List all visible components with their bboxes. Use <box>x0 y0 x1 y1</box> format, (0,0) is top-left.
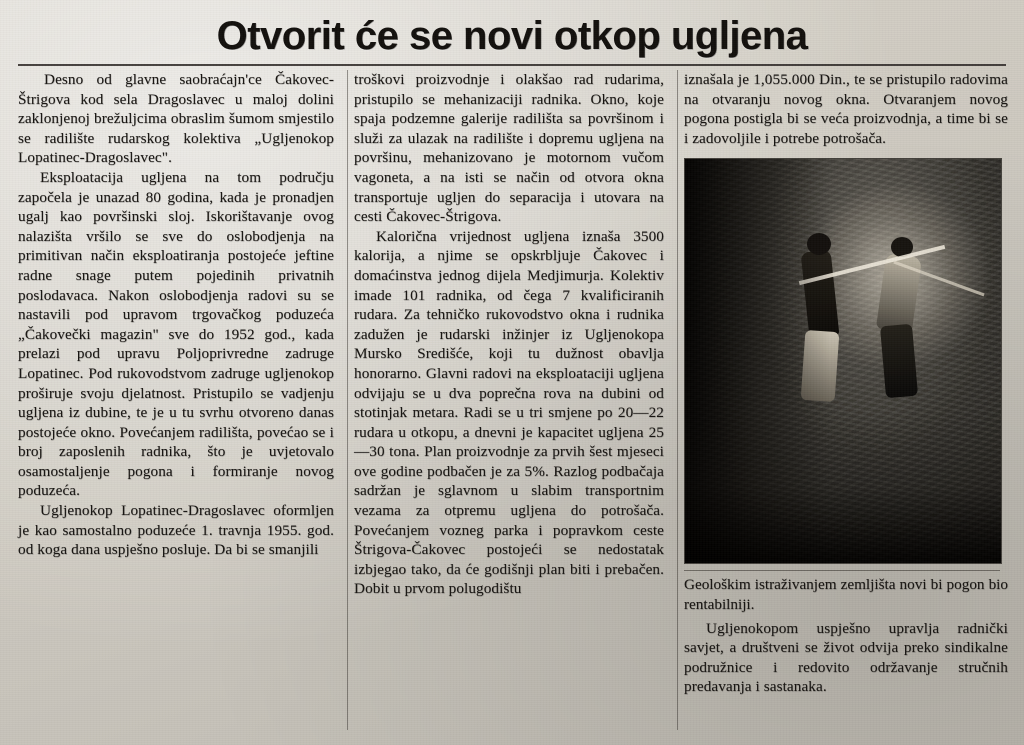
paragraph: Ugljenokop Lopatinec-Dragoslavec oformljen je kao samostalno poduzeće 1. travnja 1955. god. od koga dana uspješno posluje. Da bi se smanjili <box>18 502 334 559</box>
miner-legs-right <box>880 324 918 399</box>
paragraph: troškovi proizvodnje i olakšao rad rudarima, pristupilo se mehanizaciji radnika. Okno, koje spaja podzemne galerije radilišta sa površinom i služi za ulazak na radilište i dopremu ugljena na površinu, mehanizovano je motornom vučom vagoneta, a na isti se način od otvora okna transportuje ugljen do separacija i utovara na cesti Čakovec-Štrigova. <box>354 71 664 226</box>
paragraph: Kalorična vrijednost ugljena iznaša 3500 kalorija, a njime se opskrbljuje Čakovec i domaćinstva jednog dijela Medjimurja. Kolektiv imade 101 radnika, od čega 7 kvalificiranih rudara. Za tehničko rukovodstvo okna i rudnika zadužen je rudarski inžinjer iz Ugljenokopa Mursko Središće, koji tu dužnost obavlja honorarno. Glavni radovi na eksploataciji ugljena odvijaju se u dva poprečna rova na dubini od stotinjak metara. Radi se u tri smjene po 20—22 rudara u otkopu, a dnevni je kapacitet ugljena 25—30 tona. Plan proizvodnje za prvih šest mjeseci ove godine podbačen je za 5%. Razlog podbačaja sadržan je sglavnom u slabim transportnim vezama za otpremu ugljena do potrošača. Povećanjem vozneg parka i popravkom ceste Štrigova-Čakovec postojeći se nedostatak izbjegao tako, da će godišnji plan biti i prebačen. Dobit u prvom polugodištu <box>354 227 664 598</box>
column-left <box>18 70 348 730</box>
photo-shadow-bottom <box>685 410 1001 564</box>
photo-caption: Geološkim istraživanjem zemljišta novi bi pogon bio rentabilniji. <box>684 576 1008 613</box>
article-columns <box>18 70 1008 730</box>
paragraph: Desno od glavne saobraćajn'ce Čakovec-Štrigova kod sela Dragoslavec u maloj dolini zaklonjenoj brežuljcima obraslim šumom smjestilo se radilište rudarskog kolektiva „Ugljenokop Lopatinec-Dragoslavec". <box>18 71 334 167</box>
caption-divider <box>684 570 1000 571</box>
page-title: Otvorit će se novi otkop ugljena <box>216 14 808 58</box>
column-right <box>678 70 1008 730</box>
mine-workers-photograph <box>684 158 1002 564</box>
paragraph: Ugljenokopom uspješno upravlja radnički savjet, a društveni se život odvija preko sindikalne podružnice i redovito održavanje stručnih predavanja i sastanaka. <box>684 619 1008 696</box>
paragraph: iznašala je 1,055.000 Din., te se pristupilo radovima na otvaranju novog okna. Otvaranjem novog pogona postigla bi se veća proizvodnja, a time bi se i zadovoljile i potrebe potrošača. <box>684 71 1008 147</box>
header-divider <box>18 64 1006 66</box>
paragraph: Eksploatacija ugljena na tom području započela je unazad 80 godina, kada je pronadjen ugalj kao površinski sloj. Iskorištavanje ovog nalazišta vršilo se sve do oslobodjenja na primitivan način eksploatiranja postojeće jeftine radne snage putem pojedinih privatnih poslodavaca. Nakon oslobodjenja radovi su se nastavili pod upravom trgovačkog poduzeća „Čakovečki magazin" sve do 1952 god., kada prelazi pod upravu Poljoprivredne zadruge Lopatinec. Pod rukovodstvom zadruge ugljenokop proširuje svoju djelatnost. Pristupilo se vadjenju ugljena iz dubine, te je u tu svrhu otvoreno danas postojeće okno. Povećanjem radilišta, povećao se i broj zaposlenih radnika, što je uvjetovalo osamostaljenje pogona i formiranje novog poduzeća. <box>18 168 334 500</box>
column-middle <box>348 70 678 730</box>
